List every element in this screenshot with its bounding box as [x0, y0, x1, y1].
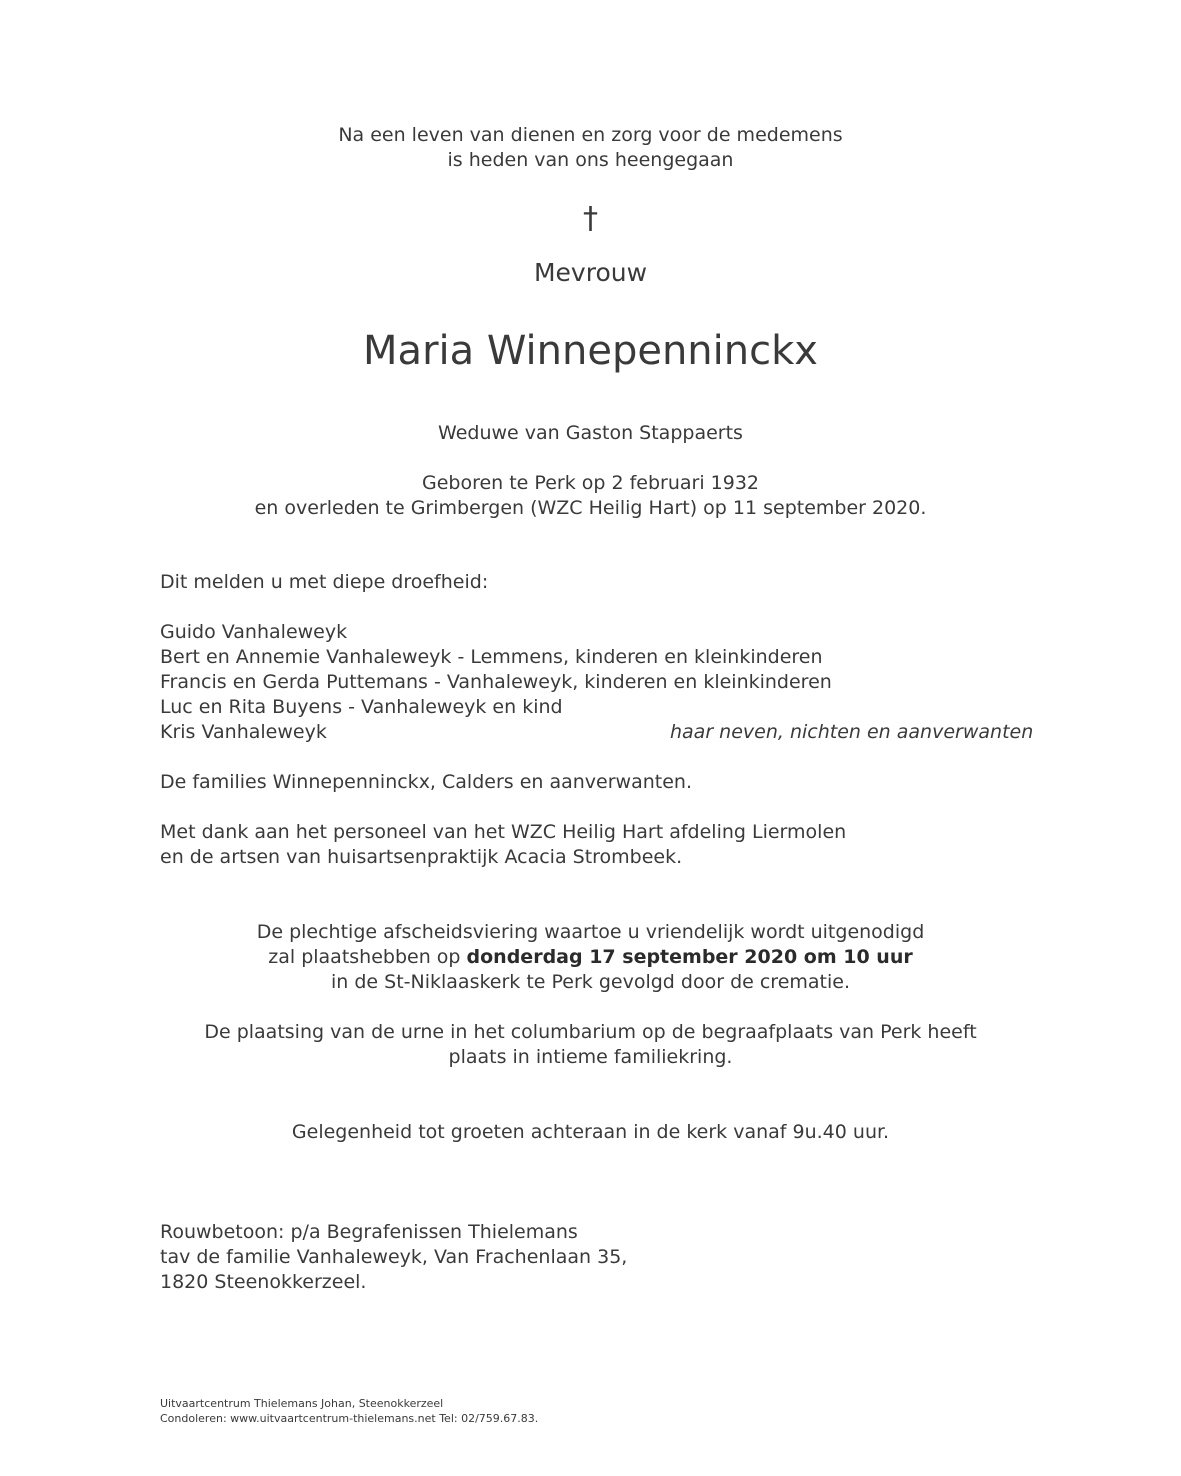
- urn-line-2: plaats in intieme familiekring.: [448, 1046, 733, 1068]
- condolence-address: [160, 1220, 627, 1295]
- intro-line-2: is heden van ons heengegaan: [447, 149, 734, 171]
- urn-line-1: De plaatsing van de urne in het columbarium op de begraafplaats van Perk heeft: [204, 1021, 977, 1043]
- families-line: De families Winnepenninckx, Calders en aanverwanten.: [160, 771, 692, 793]
- mourner-item: Kris Vanhaleweyk: [160, 721, 327, 743]
- ceremony-line-1: De plechtige afscheidsviering waartoe u vriendelijk wordt uitgenodigd: [256, 921, 925, 943]
- footer-line-2: Condoleren: www.uitvaartcentrum-thielemans.net Tel: 02/759.67.83.: [160, 1412, 539, 1425]
- death-line: en overleden te Grimbergen (WZC Heilig Hart) op 11 september 2020.: [254, 497, 927, 519]
- birth-line: Geboren te Perk op 2 februari 1932: [421, 472, 760, 494]
- intro-line-1: Na een leven van dienen en zorg voor de medemens: [338, 124, 843, 146]
- mourner-item: Luc en Rita Buyens - Vanhaleweyk en kind: [160, 696, 563, 718]
- ceremony-text: [0, 920, 1181, 995]
- ceremony-date: donderdag 17 september 2020 om 10 uur: [466, 946, 913, 968]
- ceremony-line-3: in de St-Niklaaskerk te Perk gevolgd door de crematie.: [331, 971, 850, 993]
- thanks-text: [160, 820, 846, 870]
- mourner-item: Francis en Gerda Puttemans - Vanhaleweyk, kinderen en kleinkinderen: [160, 671, 832, 693]
- birth-death: [0, 471, 1181, 521]
- widow-of: Weduwe van Gaston Stappaerts: [438, 422, 743, 444]
- address-line-3: 1820 Steenokkerzeel.: [160, 1271, 367, 1293]
- mourners-extra: haar neven, nichten en aanverwanten: [670, 721, 1034, 743]
- intro-text: [0, 123, 1181, 173]
- mourner-item: Guido Vanhaleweyk: [160, 621, 348, 643]
- thanks-line-1: Met dank aan het personeel van het WZC Heilig Hart afdeling Liermolen: [160, 821, 847, 843]
- greeting-line: Gelegenheid tot groeten achteraan in de kerk vanaf 9u.40 uur.: [291, 1121, 890, 1143]
- mourner-item: Bert en Annemie Vanhaleweyk - Lemmens, kinderen en kleinkinderen: [160, 646, 823, 668]
- footer: [160, 1396, 538, 1426]
- honorific: Mevrouw: [533, 258, 648, 287]
- thanks-line-2: en de artsen van huisartsenpraktijk Acacia Strombeek.: [160, 846, 683, 868]
- footer-line-1: Uitvaartcentrum Thielemans Johan, Steenokkerzeel: [160, 1397, 444, 1410]
- cross-icon: †: [583, 201, 598, 236]
- ceremony-line-2: [0, 945, 1181, 970]
- announce-line: Dit melden u met diepe droefheid:: [160, 571, 489, 593]
- address-line-2: tav de familie Vanhaleweyk, Van Frachenlaan 35,: [160, 1246, 628, 1268]
- ceremony-prefix: zal plaatshebben op: [268, 946, 467, 968]
- address-line-1: Rouwbetoon: p/a Begrafenissen Thielemans: [160, 1221, 578, 1243]
- deceased-name: Maria Winnepenninckx: [363, 328, 818, 374]
- urn-text: [0, 1020, 1181, 1070]
